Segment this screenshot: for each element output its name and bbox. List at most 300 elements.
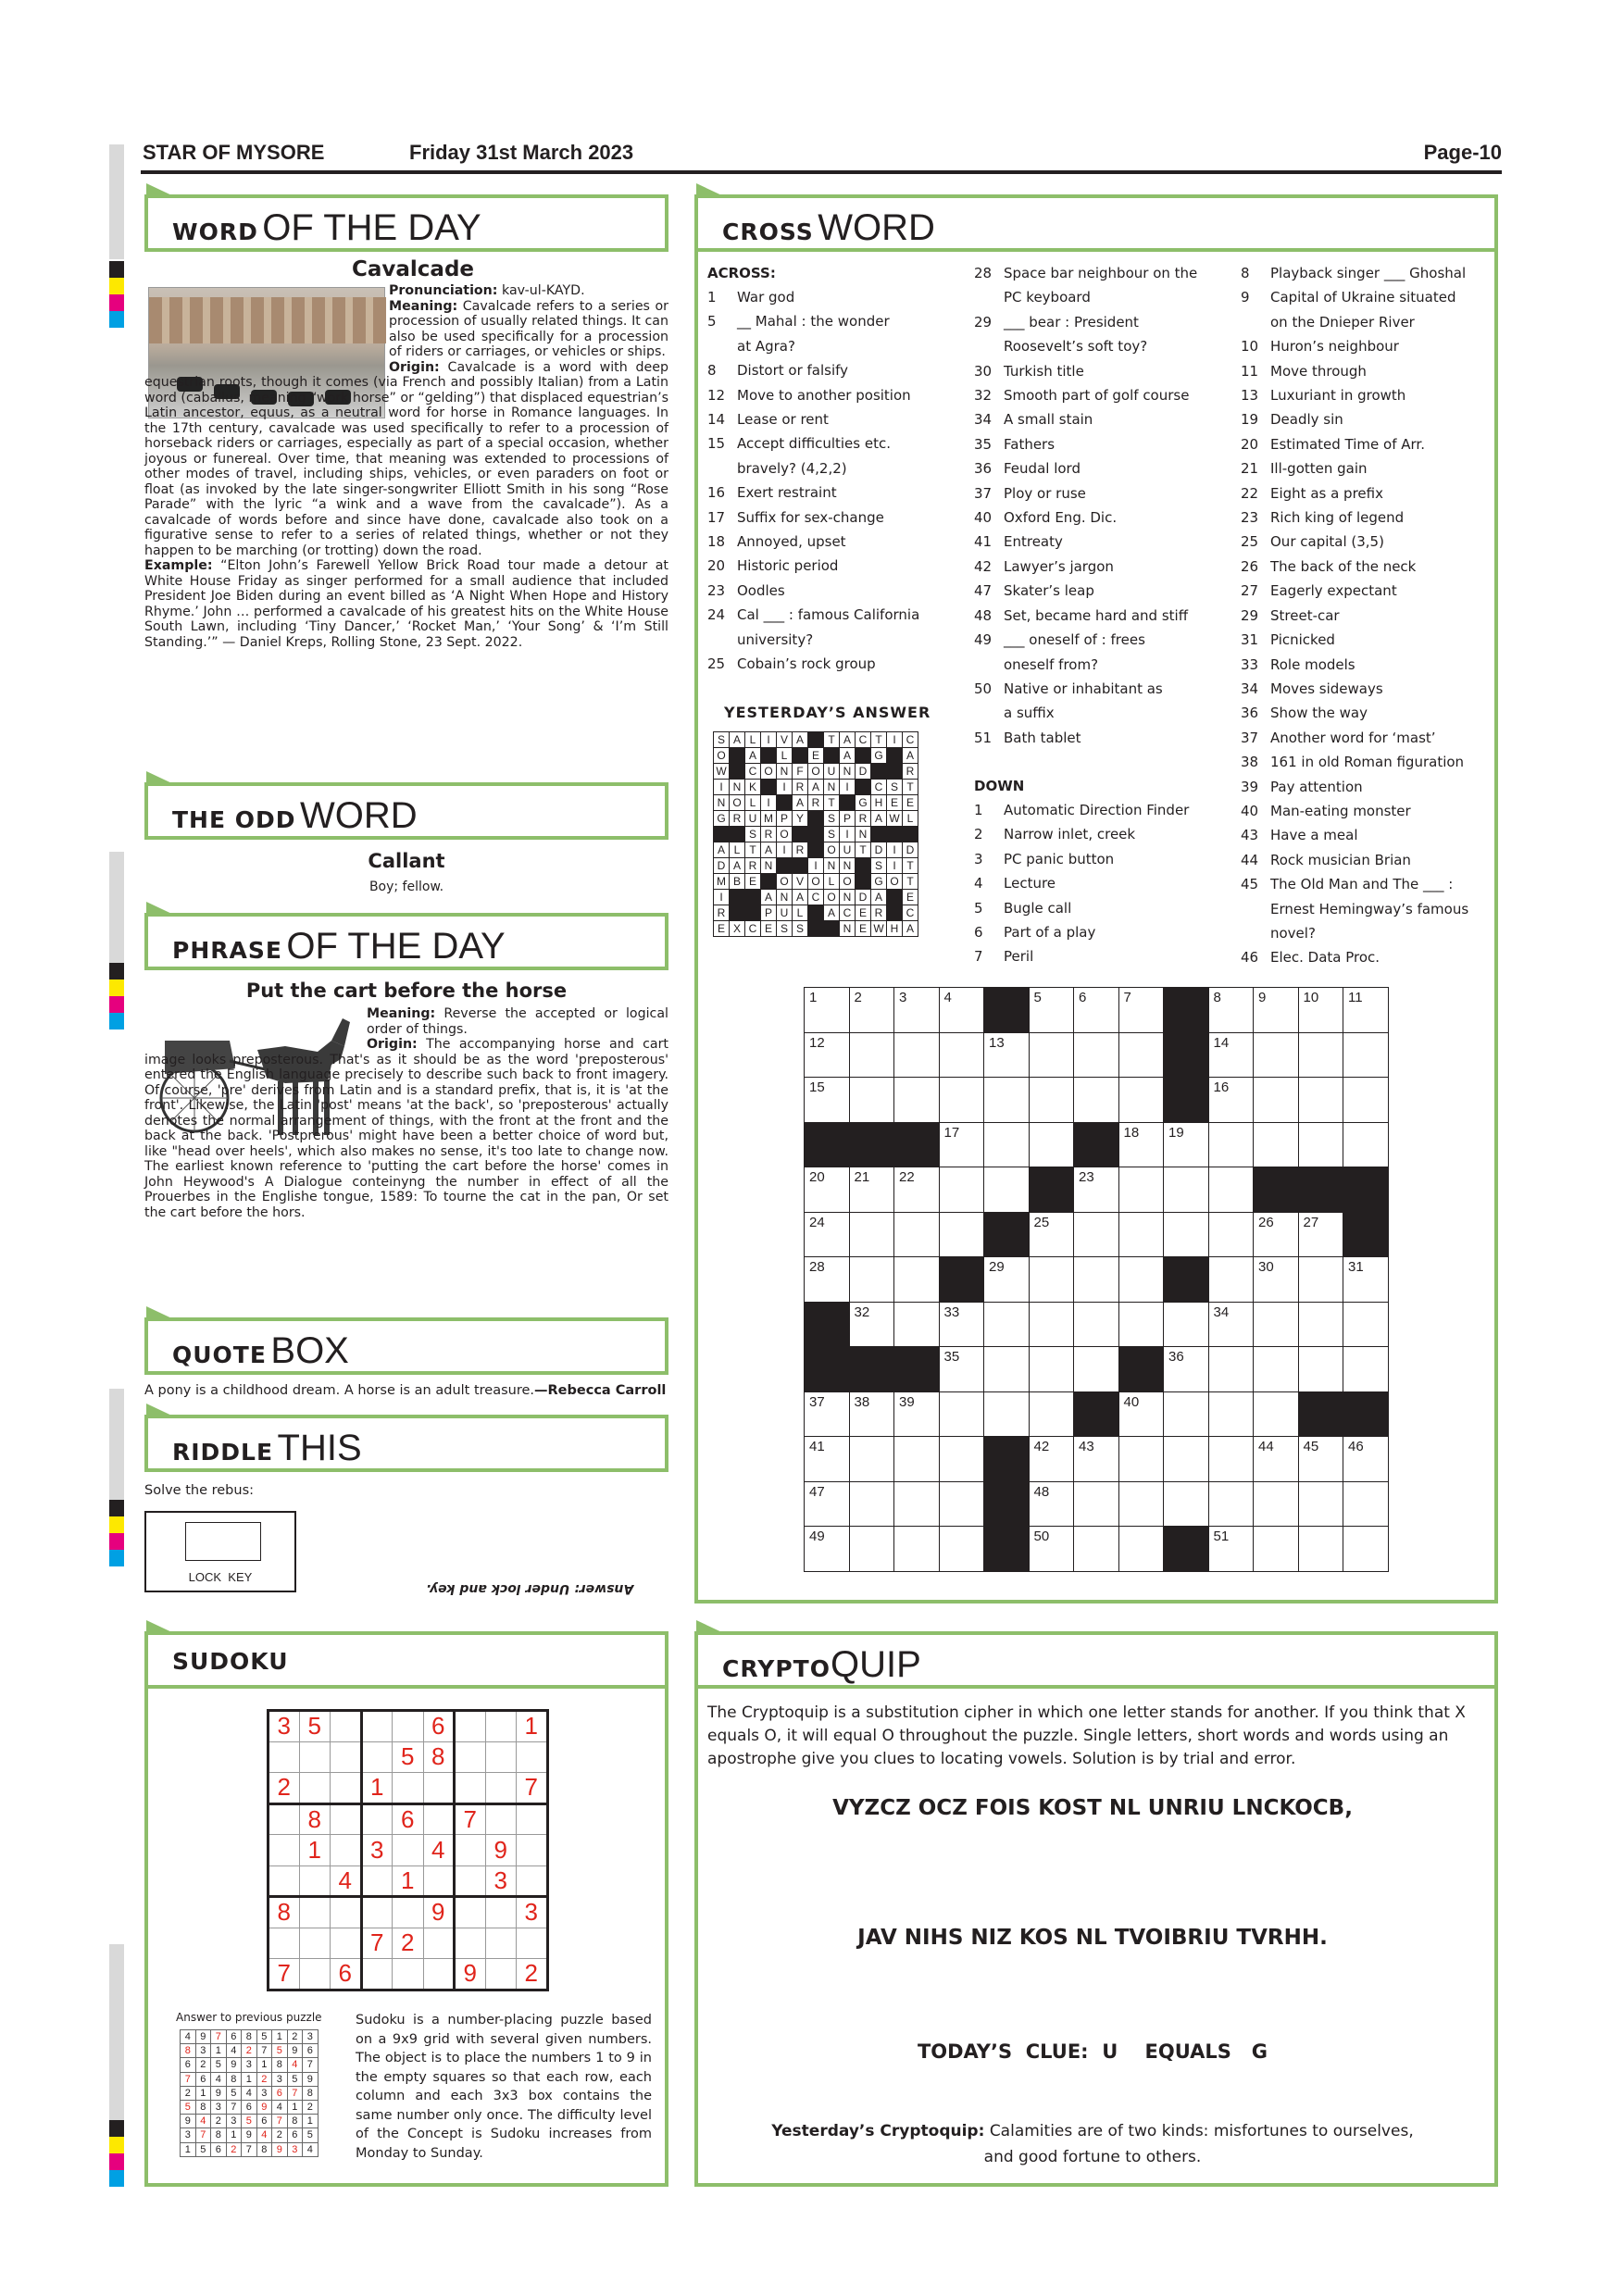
answer-cell: C — [808, 890, 824, 905]
answer-cell: K — [745, 780, 761, 795]
black-square — [984, 1481, 1030, 1527]
black-square — [793, 748, 808, 764]
black-square — [1298, 1391, 1343, 1437]
crossword-cell[interactable]: 10 — [1298, 988, 1343, 1033]
crossword-cell[interactable]: 47 — [805, 1481, 850, 1527]
crossword-cell[interactable] — [1298, 1122, 1343, 1167]
sudoku-empty-cell[interactable] — [361, 1897, 393, 1928]
crossword-cell[interactable] — [939, 1527, 984, 1572]
black-square — [840, 795, 856, 811]
crossword-cell[interactable] — [1029, 1078, 1074, 1123]
answer-cell: R — [730, 811, 745, 827]
answer-cell: A — [730, 732, 745, 748]
phrase-origin: The accompanying horse and cart image looks preposterous. That's as it should be as the word 'preposterous' entered the English language precisely to describe such back to front imagery. Of course, 'pre' derives from Latin and is a standard prefix, that is, it is 'at the front'. Likewise, the Latin 'post' means 'at the back', so 'preposterous' actually denotes the normal arrangement of things, with the front at the front and the back at the back. 'Postprerous' might have been a better choice of word but, like "head over heels', which also makes no sense, it's too late to change now. The earliest known reference to 'putting the cart before the horse' comes in John Heywood's A Dialogue conteinyng the number in effect of all the Prouerbes in the Englishe tongue, 1589: To tourne the cat in the pan, Or set the cart before the hors. — [144, 1037, 668, 1220]
sudoku-empty-cell[interactable] — [299, 1741, 331, 1773]
clue-text: bravely? (4,2,2) — [737, 459, 847, 477]
sudoku-empty-cell[interactable] — [517, 1741, 548, 1773]
crossword-cell[interactable]: 7 — [1118, 988, 1164, 1033]
answer-cell: O — [808, 874, 824, 890]
crossword-cell[interactable] — [1298, 1527, 1343, 1572]
crossword-cell[interactable]: 30 — [1254, 1257, 1299, 1303]
crossword-cell[interactable] — [1118, 1078, 1164, 1123]
sudoku-empty-cell[interactable] — [455, 1897, 486, 1928]
crossword-cell[interactable] — [849, 1527, 894, 1572]
black-square — [984, 1437, 1030, 1482]
sudoku-empty-cell[interactable] — [393, 1835, 424, 1866]
crossword-cell[interactable]: 19 — [1164, 1122, 1209, 1167]
crossword-cell[interactable] — [1254, 1302, 1299, 1347]
clue-item — [707, 309, 919, 333]
color-mark — [109, 2120, 124, 2137]
sudoku-empty-cell[interactable] — [393, 1773, 424, 1804]
sudoku-empty-cell[interactable] — [485, 1741, 517, 1773]
crossword-cell[interactable]: 20 — [805, 1167, 850, 1213]
crossword-cell[interactable]: 35 — [939, 1347, 984, 1392]
crossword-cell[interactable] — [1254, 1527, 1299, 1572]
crossword-cell[interactable] — [939, 1391, 984, 1437]
crossword-cell[interactable]: 14 — [1208, 1032, 1254, 1078]
sudoku-empty-cell[interactable] — [485, 1803, 517, 1835]
crossword-cell[interactable] — [939, 1481, 984, 1527]
crossword-cell[interactable]: 51 — [1208, 1527, 1254, 1572]
crossword-cell[interactable]: 37 — [805, 1391, 850, 1437]
sudoku-empty-cell[interactable] — [361, 1741, 393, 1773]
crossword-cell[interactable] — [1343, 1347, 1389, 1392]
crossword-cell[interactable]: 21 — [849, 1167, 894, 1213]
crossword-cell[interactable] — [1254, 1122, 1299, 1167]
answer-cell: N — [761, 858, 777, 874]
crossword-cell[interactable]: 34 — [1208, 1302, 1254, 1347]
sudoku-empty-cell[interactable] — [331, 1835, 362, 1866]
crossword-cell[interactable] — [1074, 1302, 1119, 1347]
sudoku-empty-cell[interactable] — [517, 1835, 548, 1866]
sudoku-empty-cell[interactable] — [269, 1803, 300, 1835]
sudoku-empty-cell[interactable] — [393, 1959, 424, 1990]
crossword-cell[interactable]: 6 — [1074, 988, 1119, 1033]
crossword-cell[interactable] — [1118, 1032, 1164, 1078]
crossword-cell[interactable] — [1118, 1212, 1164, 1257]
clue-item — [1241, 921, 1468, 945]
word-of-day-word: Cavalcade — [352, 257, 475, 281]
crossword-cell[interactable] — [984, 1167, 1030, 1213]
clue-text: Smooth part of golf course — [1004, 387, 1190, 405]
crossword-cell[interactable] — [1118, 1302, 1164, 1347]
sudoku-empty-cell[interactable] — [393, 1897, 424, 1928]
answer-cell: Y — [793, 811, 808, 827]
sudoku-empty-cell[interactable] — [517, 1928, 548, 1959]
sudoku-empty-cell[interactable] — [361, 1711, 393, 1742]
previous-answer-cell: 3 — [211, 2100, 227, 2114]
clue-text: Roosevelt’s soft toy? — [1004, 338, 1148, 356]
sudoku-empty-cell[interactable] — [361, 1803, 393, 1835]
clue-number: 4 — [974, 875, 983, 892]
crossword-cell[interactable] — [1074, 1347, 1119, 1392]
crossword-cell[interactable]: 5 — [1029, 988, 1074, 1033]
crossword-cell[interactable] — [984, 1302, 1030, 1347]
crossword-cell[interactable] — [849, 1257, 894, 1303]
crossword-cell[interactable] — [1074, 1078, 1119, 1123]
crossword-cell[interactable]: 18 — [1118, 1122, 1164, 1167]
crossword-cell[interactable]: 28 — [805, 1257, 850, 1303]
previous-answer-cell: 5 — [226, 2086, 242, 2100]
crossword-cell[interactable] — [1254, 1481, 1299, 1527]
sudoku-empty-cell[interactable] — [269, 1835, 300, 1866]
crossword-cell[interactable] — [1298, 1078, 1343, 1123]
black-square — [777, 858, 793, 874]
crossword-cell[interactable] — [1298, 1481, 1343, 1527]
crossword-cell[interactable] — [984, 1122, 1030, 1167]
crossword-cell[interactable] — [1208, 1437, 1254, 1482]
crossword-cell[interactable]: 38 — [849, 1391, 894, 1437]
across-clues-col1 — [707, 285, 919, 677]
crossword-cell[interactable]: 29 — [984, 1257, 1030, 1303]
sudoku-empty-cell[interactable] — [423, 1928, 455, 1959]
black-square — [856, 748, 871, 764]
crossword-cell[interactable] — [894, 1437, 940, 1482]
sudoku-empty-cell[interactable] — [331, 1711, 362, 1742]
crossword-cell[interactable] — [849, 1212, 894, 1257]
crossword-cell[interactable] — [1164, 1481, 1209, 1527]
black-square — [1343, 1167, 1389, 1213]
clue-number: 50 — [974, 680, 993, 697]
quote-text: A pony is a childhood dream. A horse is an adult treasure. — [144, 1383, 535, 1398]
crossword-cell[interactable] — [1298, 1302, 1343, 1347]
crossword-cell[interactable]: 23 — [1074, 1167, 1119, 1213]
crossword-cell[interactable] — [1118, 1481, 1164, 1527]
clue-number: 37 — [974, 484, 993, 502]
crossword-cell[interactable]: 36 — [1164, 1347, 1209, 1392]
clue-text: Role models — [1270, 655, 1355, 673]
clue-number: 8 — [707, 362, 717, 380]
sudoku-empty-cell[interactable] — [455, 1835, 486, 1866]
crossword-cell[interactable] — [1074, 1032, 1119, 1078]
sudoku-empty-cell[interactable] — [269, 1741, 300, 1773]
answer-cell: S — [871, 858, 887, 874]
crossword-cell[interactable] — [1029, 1122, 1074, 1167]
page-header — [141, 137, 1502, 174]
crossword-cell[interactable] — [1118, 1257, 1164, 1303]
crossword-cell[interactable]: 22 — [894, 1167, 940, 1213]
odd-word-meaning: Boy; fellow. — [369, 880, 444, 894]
crossword-cell[interactable] — [1254, 1078, 1299, 1123]
crossword-cell[interactable] — [1029, 1257, 1074, 1303]
crossword-cell[interactable] — [849, 1078, 894, 1123]
clue-text: Ill-gotten gain — [1270, 460, 1368, 478]
crossword-cell[interactable] — [894, 1078, 940, 1123]
sudoku-empty-cell[interactable] — [485, 1928, 517, 1959]
crossword-cell[interactable]: 2 — [849, 988, 894, 1033]
crossword-cell[interactable] — [894, 1032, 940, 1078]
crossword-cell[interactable] — [1343, 1122, 1389, 1167]
sudoku-empty-cell[interactable] — [393, 1711, 424, 1742]
answer-cell: R — [761, 827, 777, 842]
answer-cell: T — [824, 795, 840, 811]
previous-answer-cell: 8 — [272, 2058, 288, 2072]
crossword-cell[interactable] — [939, 1167, 984, 1213]
crossword-cell[interactable] — [1208, 1347, 1254, 1392]
crossword-cell[interactable] — [939, 1212, 984, 1257]
crossword-cell[interactable]: 39 — [894, 1391, 940, 1437]
color-mark — [109, 996, 124, 1013]
previous-answer-cell: 6 — [303, 2044, 319, 2058]
answer-cell: A — [808, 780, 824, 795]
crossword-cell[interactable]: 16 — [1208, 1078, 1254, 1123]
answer-cell: O — [761, 764, 777, 780]
crossword-cell[interactable]: 43 — [1074, 1437, 1119, 1482]
sudoku-empty-cell[interactable] — [299, 1959, 331, 1990]
sudoku-empty-cell[interactable] — [423, 1866, 455, 1897]
clue-item — [1241, 823, 1468, 847]
crossword-cell[interactable]: 24 — [805, 1212, 850, 1257]
clue-number: 20 — [1241, 435, 1259, 453]
crossword-cell[interactable] — [1343, 1302, 1389, 1347]
crossword-cell[interactable]: 41 — [805, 1437, 850, 1482]
crossword-cell[interactable] — [1298, 1347, 1343, 1392]
sudoku-empty-cell[interactable] — [423, 1803, 455, 1835]
crossword-cell[interactable] — [939, 1437, 984, 1482]
crossword-cell[interactable] — [849, 1032, 894, 1078]
label: Origin: — [389, 359, 440, 375]
sudoku-empty-cell[interactable] — [299, 1773, 331, 1804]
crossword-cell[interactable]: 48 — [1029, 1481, 1074, 1527]
section-title: WORD — [299, 795, 418, 836]
crossword-cell[interactable] — [1208, 1481, 1254, 1527]
crossword-cell[interactable] — [1164, 1391, 1209, 1437]
sudoku-empty-cell[interactable] — [299, 1928, 331, 1959]
answer-cell: R — [714, 905, 730, 921]
sudoku-empty-cell[interactable] — [423, 1773, 455, 1804]
sudoku-empty-cell[interactable] — [331, 1897, 362, 1928]
sudoku-empty-cell[interactable] — [485, 1711, 517, 1742]
clue-text: Lecture — [1004, 875, 1056, 892]
clue-number: 6 — [974, 924, 983, 942]
crossword-cell[interactable]: 4 — [939, 988, 984, 1033]
sudoku-empty-cell[interactable] — [331, 1741, 362, 1773]
crossword-cell[interactable] — [1343, 1527, 1389, 1572]
section-title-bold: SUDOKU — [172, 1648, 289, 1675]
crossword-cell[interactable] — [939, 1032, 984, 1078]
down-clues-col2 — [974, 798, 1189, 969]
crossword-cell[interactable] — [1343, 1032, 1389, 1078]
clue-text: Bath tablet — [1004, 729, 1081, 746]
crossword-cell[interactable] — [939, 1078, 984, 1123]
previous-answer-cell: 2 — [256, 2072, 272, 2086]
crossword-cell[interactable] — [1208, 1167, 1254, 1213]
crossword-cell[interactable] — [1254, 1347, 1299, 1392]
crossword-cell[interactable]: 45 — [1298, 1437, 1343, 1482]
answer-cell: V — [777, 732, 793, 748]
sudoku-empty-cell[interactable] — [299, 1866, 331, 1897]
clue-text: Man-eating monster — [1270, 802, 1411, 819]
crossword-cell[interactable] — [894, 1257, 940, 1303]
clue-number: 29 — [974, 313, 993, 331]
crossword-cell[interactable] — [1208, 1122, 1254, 1167]
previous-answer-cell: 6 — [272, 2086, 288, 2100]
crossword-cell[interactable] — [1164, 1212, 1209, 1257]
sudoku-empty-cell[interactable] — [455, 1773, 486, 1804]
crossword-cell[interactable]: 8 — [1208, 988, 1254, 1033]
crossword-cell[interactable]: 50 — [1029, 1527, 1074, 1572]
crossword-cell[interactable] — [1254, 1032, 1299, 1078]
clue-item — [974, 505, 1197, 530]
crossword-cell[interactable] — [1164, 1302, 1209, 1347]
crossword-cell[interactable] — [1074, 1527, 1119, 1572]
crossword-cell[interactable] — [1029, 1391, 1074, 1437]
odd-word-header — [144, 782, 668, 840]
sudoku-empty-cell[interactable] — [455, 1928, 486, 1959]
sudoku-empty-cell[interactable] — [455, 1866, 486, 1897]
clue-text: Picnicked — [1270, 631, 1335, 649]
clue-text: Set, became hard and stiff — [1004, 606, 1189, 624]
crossword-cell[interactable] — [1208, 1391, 1254, 1437]
crossword-cell[interactable]: 1 — [805, 988, 850, 1033]
clue-item — [974, 871, 1189, 895]
crossword-cell[interactable] — [1074, 1212, 1119, 1257]
sudoku-empty-cell[interactable] — [485, 1897, 517, 1928]
sudoku-empty-cell[interactable] — [331, 1803, 362, 1835]
crossword-cell[interactable] — [849, 1437, 894, 1482]
green-tab-shape — [146, 183, 178, 198]
crossword-cell[interactable] — [1074, 1481, 1119, 1527]
sudoku-empty-cell[interactable] — [485, 1959, 517, 1990]
sudoku-empty-cell[interactable] — [269, 1866, 300, 1897]
crossword-cell[interactable]: 46 — [1343, 1437, 1389, 1482]
black-square — [984, 988, 1030, 1033]
sudoku-empty-cell[interactable] — [331, 1773, 362, 1804]
crossword-cell[interactable]: 17 — [939, 1122, 984, 1167]
crossword-cell[interactable]: 25 — [1029, 1212, 1074, 1257]
crossword-cell[interactable] — [1118, 1527, 1164, 1572]
sudoku-empty-cell[interactable] — [517, 1866, 548, 1897]
crossword-cell[interactable]: 3 — [894, 988, 940, 1033]
clue-item — [1241, 579, 1468, 603]
crossword-cell[interactable]: 9 — [1254, 988, 1299, 1033]
clue-number: 5 — [974, 899, 983, 917]
crossword-cell[interactable] — [849, 1481, 894, 1527]
crossword-cell[interactable]: 31 — [1343, 1257, 1389, 1303]
section-title-bold: PHRASE — [172, 937, 282, 964]
crossword-cell[interactable] — [1118, 1437, 1164, 1482]
crossword-cell[interactable]: 15 — [805, 1078, 850, 1123]
crossword-cell[interactable] — [894, 1527, 940, 1572]
crossword-cell[interactable] — [1208, 1212, 1254, 1257]
crossword-cell[interactable] — [984, 1078, 1030, 1123]
sudoku-given-cell: 7 — [269, 1959, 300, 1990]
sudoku-empty-cell[interactable] — [455, 1711, 486, 1742]
previous-answer-cell: 7 — [256, 2044, 272, 2058]
margin-grey-bar — [109, 1944, 124, 2120]
answer-cell: S — [745, 827, 761, 842]
clue-item — [1241, 261, 1468, 285]
crossword-cell[interactable]: 12 — [805, 1032, 850, 1078]
clue-text: PC panic button — [1004, 850, 1115, 867]
clue-item — [974, 653, 1197, 677]
sudoku-empty-cell[interactable] — [299, 1897, 331, 1928]
sudoku-empty-cell[interactable] — [455, 1741, 486, 1773]
sudoku-empty-cell[interactable] — [517, 1803, 548, 1835]
crossword-cell[interactable]: 27 — [1298, 1212, 1343, 1257]
crossword-cell[interactable] — [984, 1347, 1030, 1392]
answer-cell: N — [777, 764, 793, 780]
crossword-cell[interactable] — [1029, 1347, 1074, 1392]
phrase-header — [144, 913, 668, 970]
crossword-cell[interactable] — [894, 1302, 940, 1347]
crossword-cell[interactable] — [1343, 1481, 1389, 1527]
clue-text: Deadly sin — [1270, 411, 1343, 429]
black-square — [984, 1212, 1030, 1257]
previous-answer-cell: 6 — [226, 2030, 242, 2044]
sudoku-empty-cell[interactable] — [485, 1773, 517, 1804]
crossword-grid[interactable] — [804, 987, 1389, 1572]
crossword-cell[interactable] — [1029, 1032, 1074, 1078]
sudoku-empty-cell[interactable] — [269, 1928, 300, 1959]
crossword-cell[interactable]: 32 — [849, 1302, 894, 1347]
previous-answer-cell: 1 — [211, 2044, 227, 2058]
crossword-cell[interactable] — [1074, 1257, 1119, 1303]
answer-cell: S — [793, 921, 808, 937]
black-square — [824, 921, 840, 937]
yesterday-answer-label: YESTERDAY’S ANSWER — [724, 704, 931, 721]
clue-text: Accept difficulties etc. — [737, 435, 891, 453]
crossword-cell[interactable]: 13 — [984, 1032, 1030, 1078]
crossword-cell[interactable]: 49 — [805, 1527, 850, 1572]
crossword-cell[interactable] — [1298, 1032, 1343, 1078]
answer-cell: T — [903, 780, 918, 795]
pronunciation: kav-ul-KAYD. — [501, 283, 585, 298]
black-square — [761, 780, 777, 795]
clue-item — [974, 481, 1197, 505]
clue-item — [707, 628, 919, 652]
clue-number: 2 — [974, 826, 983, 843]
crossword-cell[interactable]: 42 — [1029, 1437, 1074, 1482]
answer-cell: O — [840, 874, 856, 890]
crossword-cell[interactable] — [1298, 1257, 1343, 1303]
clue-item — [1241, 481, 1468, 505]
green-tab-shape — [146, 1404, 178, 1418]
clue-text: Suffix for sex-change — [737, 508, 884, 526]
answer-cell: E — [808, 748, 824, 764]
previous-answer-cell: 3 — [242, 2058, 257, 2072]
sudoku-empty-cell[interactable] — [331, 1928, 362, 1959]
clue-item — [974, 896, 1189, 920]
answer-cell: C — [745, 764, 761, 780]
crossword-cell[interactable] — [1118, 1167, 1164, 1213]
crossword-cell[interactable]: 26 — [1254, 1212, 1299, 1257]
crossword-cell[interactable]: 44 — [1254, 1437, 1299, 1482]
crossword-cell[interactable] — [894, 1481, 940, 1527]
crossword-cell[interactable] — [984, 1391, 1030, 1437]
crossword-cell[interactable] — [1254, 1391, 1299, 1437]
clue-item — [1241, 505, 1468, 530]
clue-item — [1241, 604, 1468, 628]
crossword-cell[interactable] — [894, 1212, 940, 1257]
previous-answer-cell: 8 — [211, 2128, 227, 2142]
sudoku-empty-cell[interactable] — [423, 1959, 455, 1990]
crossword-cell[interactable] — [1029, 1302, 1074, 1347]
sudoku-empty-cell[interactable] — [361, 1959, 393, 1990]
crossword-cell[interactable] — [1208, 1257, 1254, 1303]
crossword-cell[interactable] — [1164, 1437, 1209, 1482]
answer-cell: A — [824, 905, 840, 921]
crossword-cell[interactable]: 40 — [1118, 1391, 1164, 1437]
crossword-cell[interactable]: 11 — [1343, 988, 1389, 1033]
crossword-cell[interactable] — [1343, 1078, 1389, 1123]
sudoku-empty-cell[interactable] — [361, 1866, 393, 1897]
crossword-cell[interactable] — [1164, 1167, 1209, 1213]
crossword-cell[interactable]: 33 — [939, 1302, 984, 1347]
answer-cell: D — [903, 842, 918, 858]
sudoku-grid[interactable] — [267, 1709, 549, 1991]
